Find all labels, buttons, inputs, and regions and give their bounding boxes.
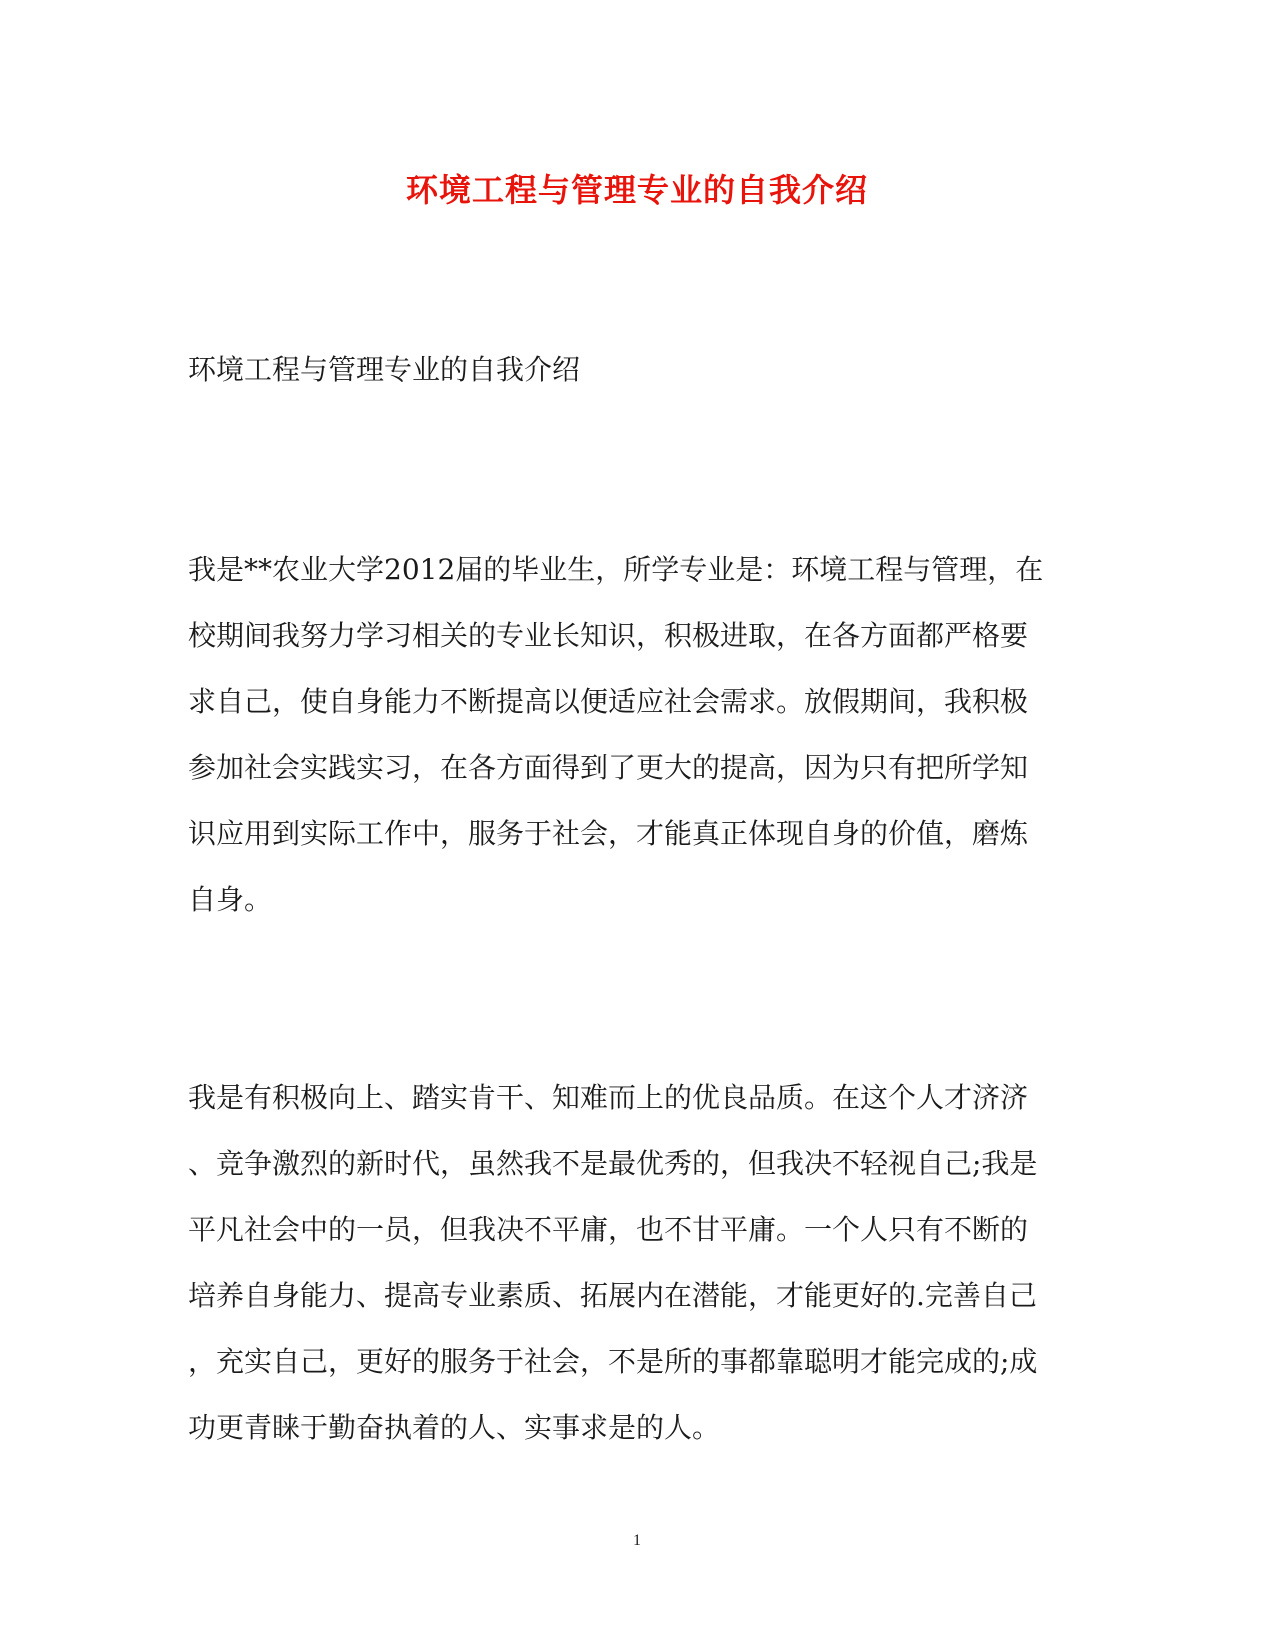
paragraph-line: 参加社会实践实习，在各方面得到了更大的提高，因为只有把所学知 xyxy=(188,751,1029,784)
paragraph-line: 自身。 xyxy=(188,883,273,916)
paragraph-line: ，充实自己，更好的服务于社会，不是所的事都靠聪明才能完成的;成 xyxy=(188,1345,1038,1378)
paragraph-2 xyxy=(188,1065,1088,1461)
paragraph-line: 、竞争激烈的新时代，虽然我不是最优秀的，但我决不轻视自己;我是 xyxy=(188,1147,1038,1180)
document-title: 环境工程与管理专业的自我介绍 xyxy=(405,171,868,209)
paragraph-line: 求自己，使自身能力不断提高以便适应社会需求。放假期间，我积极 xyxy=(188,685,1029,718)
page-number: 1 xyxy=(633,1532,641,1549)
paragraph-line: 功更青睐于勤奋执着的人、实事求是的人。 xyxy=(188,1411,721,1444)
paragraph-line: 校期间我努力学习相关的专业长知识，积极进取，在各方面都严格要 xyxy=(188,619,1029,652)
paragraph-line: 我是**农业大学2012届的毕业生，所学专业是：环境工程与管理，在 xyxy=(188,553,1044,586)
paragraph-line: 我是有积极向上、踏实肯干、知难而上的优良品质。在这个人才济济 xyxy=(188,1081,1029,1114)
document-subtitle: 环境工程与管理专业的自我介绍 xyxy=(188,353,581,386)
paragraph-line: 识应用到实际工作中，服务于社会，才能真正体现自身的价值，磨炼 xyxy=(188,817,1029,850)
paragraph-line: 培养自身能力、提高专业素质、拓展内在潜能，才能更好的.完善自己 xyxy=(188,1279,1037,1312)
paragraph-line: 平凡社会中的一员，但我决不平庸，也不甘平庸。一个人只有不断的 xyxy=(188,1213,1029,1246)
paragraph-1 xyxy=(188,537,1088,933)
